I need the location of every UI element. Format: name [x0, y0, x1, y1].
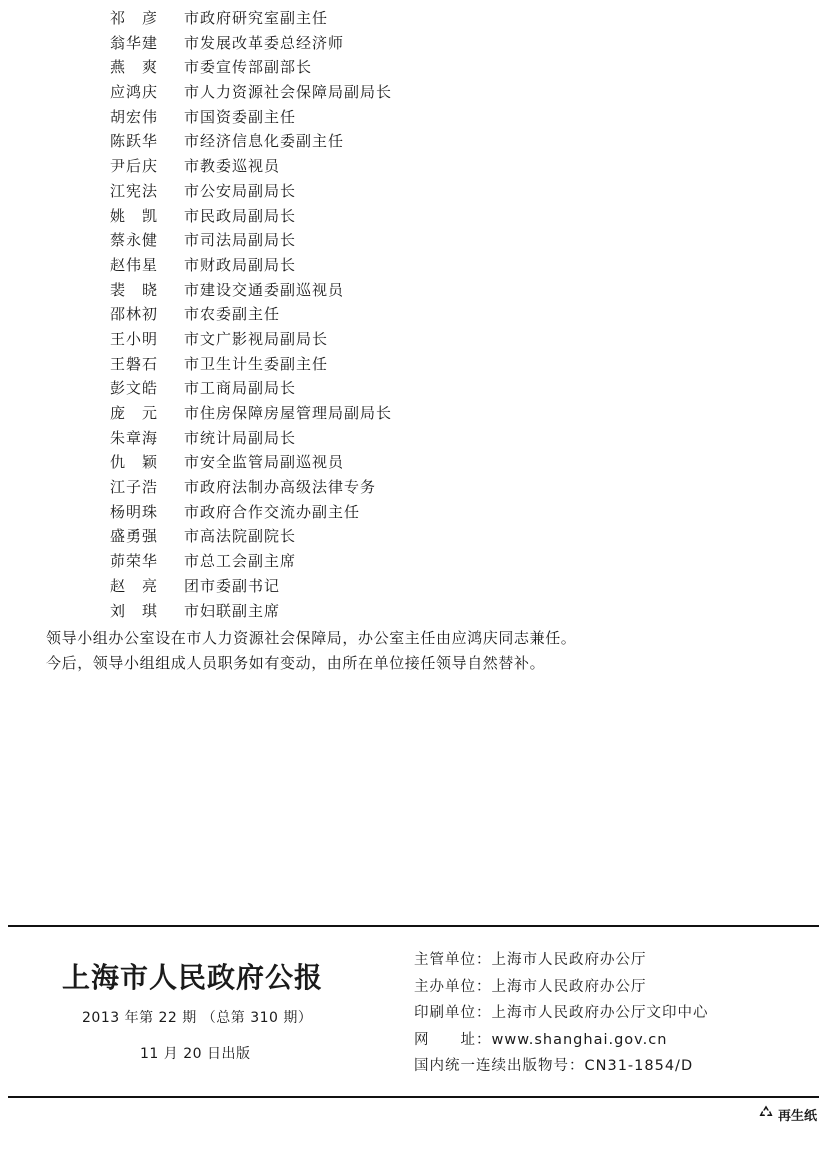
member-title: 市民政局副局长 [184, 206, 297, 225]
member-title: 团市委副书记 [184, 576, 281, 595]
recycled-paper-label: 再生纸 [777, 1108, 817, 1124]
member-row [0, 574, 827, 599]
member-name: 尹后庆 [110, 157, 159, 176]
member-row [0, 179, 827, 204]
member-name: 翁华建 [110, 33, 159, 52]
member-row [0, 352, 827, 377]
member-row [0, 426, 827, 451]
info-serial-number: 国内统一连续出版物号：CN31-1854/D [414, 1058, 694, 1074]
member-name: 姚 凯 [110, 206, 159, 225]
member-list [0, 6, 827, 623]
member-name: 燕 爽 [110, 58, 159, 77]
replacement-note: 今后，领导小组组成人员职务如有变动，由所在单位接任领导自然替补。 [46, 654, 546, 672]
member-title: 市统计局副局长 [184, 428, 297, 447]
info-supervisor: 主管单位：上海市人民政府办公厅 [414, 952, 647, 968]
member-row [0, 327, 827, 352]
member-name: 彭文皓 [110, 379, 159, 398]
info-website: 网 址：www.shanghai.gov.cn [414, 1031, 668, 1048]
recycle-icon [758, 1104, 774, 1124]
member-title: 市发展改革委总经济师 [184, 33, 345, 52]
member-name: 赵伟星 [110, 255, 159, 274]
member-name: 应鸿庆 [110, 83, 159, 102]
member-title: 市国资委副主任 [184, 107, 297, 126]
member-title: 市卫生计生委副主任 [184, 354, 329, 373]
member-title: 市工商局副局长 [184, 379, 297, 398]
member-row [0, 31, 827, 56]
member-name: 刘 琪 [110, 601, 159, 620]
member-title: 市住房保障房屋管理局副局长 [184, 404, 393, 422]
member-title: 市政府合作交流办副主任 [184, 502, 361, 521]
recycled-paper-mark [758, 1104, 817, 1124]
member-name: 王小明 [110, 329, 159, 348]
member-row [0, 599, 827, 624]
member-row [0, 228, 827, 253]
publication-info [414, 947, 709, 1080]
member-row [0, 55, 827, 80]
member-title: 市人力资源社会保障局副局长 [184, 83, 393, 102]
publication-date: 11 月 20 日出版 [140, 1046, 251, 1062]
member-name: 江宪法 [110, 181, 159, 200]
member-row [0, 500, 827, 525]
member-name: 庞 元 [110, 404, 159, 422]
member-title: 市安全监管局副巡视员 [184, 453, 345, 472]
member-name: 杨明珠 [110, 502, 159, 521]
member-title: 市政府研究室副主任 [184, 9, 329, 27]
member-title: 市教委巡视员 [184, 157, 281, 176]
member-name: 裴 晓 [110, 280, 159, 299]
member-name: 胡宏伟 [110, 107, 159, 126]
member-row [0, 129, 827, 154]
member-name: 盛勇强 [110, 527, 159, 546]
member-title: 市财政局副局长 [184, 255, 297, 274]
member-name: 蔡永健 [110, 231, 159, 250]
member-row [0, 401, 827, 426]
member-row [0, 376, 827, 401]
member-row [0, 549, 827, 574]
member-row [0, 6, 827, 31]
member-row [0, 154, 827, 179]
member-name: 赵 亮 [110, 576, 159, 595]
office-note: 领导小组办公室设在市人力资源社会保障局，办公室主任由应鸿庆同志兼任。 [46, 629, 577, 647]
member-name: 邵林初 [110, 305, 159, 324]
member-title: 市农委副主任 [184, 305, 281, 324]
footer-bottom-rule [8, 1096, 819, 1098]
member-title: 市公安局副局长 [184, 181, 297, 200]
member-row [0, 524, 827, 549]
member-row [0, 253, 827, 278]
member-title: 市妇联副主席 [184, 601, 281, 620]
issue-number: 2013 年第 22 期 （总第 310 期） [82, 1010, 313, 1026]
member-name: 茆荣华 [110, 552, 159, 571]
member-name: 祁 彦 [110, 9, 159, 27]
member-row [0, 204, 827, 229]
member-name: 陈跃华 [110, 132, 159, 151]
info-sponsor: 主办单位：上海市人民政府办公厅 [414, 978, 647, 995]
member-title: 市文广影视局副局长 [184, 329, 329, 348]
member-title: 市司法局副局长 [184, 231, 297, 250]
member-title: 市经济信息化委副主任 [184, 132, 345, 151]
member-row [0, 80, 827, 105]
member-name: 王磐石 [110, 354, 159, 373]
member-row [0, 450, 827, 475]
member-row [0, 475, 827, 500]
member-name: 江子浩 [110, 478, 159, 497]
member-title: 市建设交通委副巡视员 [184, 280, 345, 299]
info-printer: 印刷单位：上海市人民政府办公厅文印中心 [414, 1005, 709, 1021]
member-row [0, 302, 827, 327]
member-title: 市政府法制办高级法律专务 [184, 478, 377, 497]
member-row [0, 278, 827, 303]
publication-title: 上海市人民政府公报 [62, 961, 324, 994]
member-name: 朱章海 [110, 428, 159, 447]
member-title: 市委宣传部副部长 [184, 58, 313, 77]
member-row [0, 105, 827, 130]
member-title: 市总工会副主席 [184, 552, 297, 571]
member-title: 市高法院副院长 [184, 527, 297, 546]
footer-top-rule [8, 925, 819, 927]
member-name: 仇 颖 [110, 453, 159, 472]
